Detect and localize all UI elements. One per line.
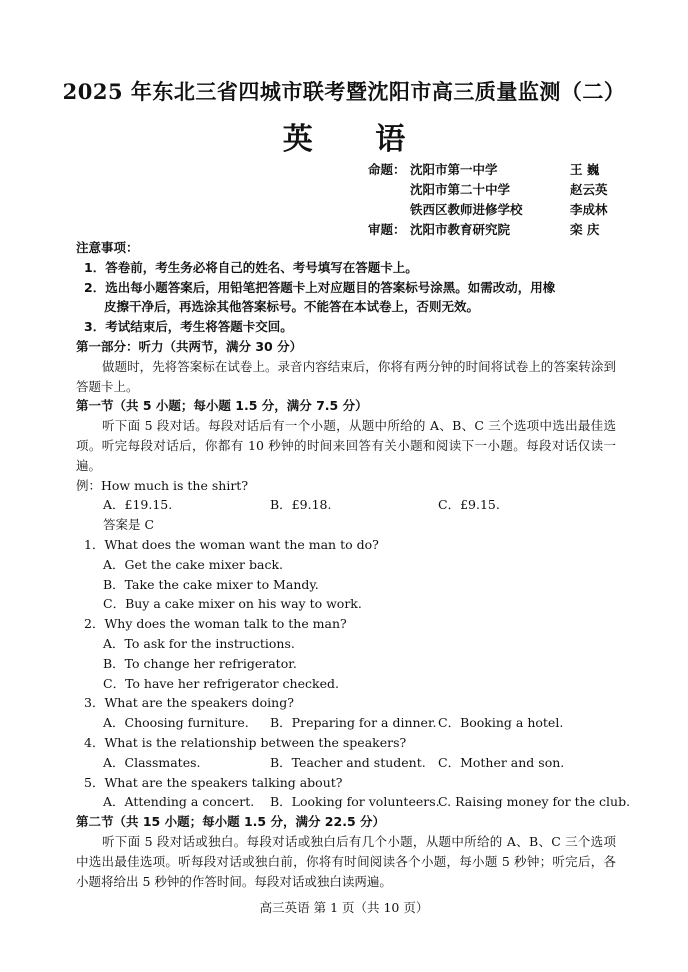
author-school: 铁西区教师进修学校 [410,202,523,217]
section2-intro: 听下面 5 段对话或独白。每段对话或独白后有几个小题，从题中所给的 A、B、C 三个选项中选出最佳选项。听每段对话或独白前，你将有时间阅读各个小题，每小题 5 秒钟；听完后，各小题将给出 5 秒钟的作答时间。每段对话或独白读两遍。 [76,833,616,889]
notes-heading: 注意事项： [76,240,139,255]
option-a: A．Choosing furniture. [103,715,249,731]
author-school: 沈阳市教育研究院 [410,222,511,237]
author-row [368,180,628,200]
option-a: A．£19.15. [103,497,173,513]
question-4-options [76,753,616,773]
note-item: 2．选出每小题答案后，用铅笔把答题卡上对应题目的答案标号涂黑。如需改动，用橡 [84,279,556,295]
author-school: 沈阳市第一中学 [410,162,498,177]
note-item: 1．答卷前，考生务必将自己的姓名、考号填写在答题卡上。 [84,259,418,275]
option-c: C．Mother and son. [438,754,565,770]
example-question: 例：How much is the shirt? [76,477,249,493]
question-1: 1．What does the woman want the man to do? [84,536,379,552]
option-b: B．£9.18. [270,497,332,513]
part1-intro: 做题时，先将答案标在试卷上。录音内容结束后，你将有两分钟的时间将试卷上的答案转涂到答题卡上。 [76,358,616,394]
author-role: 命题： [368,162,406,177]
exam-body [76,238,631,891]
note-item: 皮擦干净后，再选涂其他答案标号。不能答在本试卷上，否则无效。 [104,299,480,315]
subject-title: 英 语 [282,122,432,157]
option-b: B．Preparing for a dinner. [270,715,437,731]
option-b: B．To change her refrigerator. [103,655,297,671]
option-c: C．Buy a cake mixer on his way to work. [103,596,362,612]
author-role: 审题： [368,222,406,237]
option-c: C．£9.15. [438,497,500,513]
option-b: B．Looking for volunteers. [270,794,440,810]
section1-heading: 第一节（共 5 小题；每小题 1.5 分，满分 7.5 分） [76,398,368,414]
question-2: 2．Why does the woman talk to the man? [84,616,347,632]
option-a: A．Attending a concert. [103,794,255,810]
page-title: 2025 年东北三省四城市联考暨沈阳市高三质量监测（二） [62,79,626,104]
option-a: A．Classmates. [103,754,201,770]
author-row [368,200,628,220]
option-b: B．Take the cake mixer to Mandy. [103,576,319,592]
option-b: B．Teacher and student. [270,754,426,770]
question-5-options [76,792,631,812]
author-row [368,220,628,240]
section2-heading: 第二节（共 15 小题；每小题 1.5 分，满分 22.5 分） [76,814,385,830]
author-person: 王 巍 [570,162,600,177]
question-3: 3．What are the speakers doing? [84,695,294,711]
option-c: C．Booking a hotel. [438,715,564,731]
author-person: 栾 庆 [570,222,600,237]
question-5: 5．What are the speakers talking about? [84,774,343,790]
option-a: A．Get the cake mixer back. [103,556,283,572]
note-item: 3．考试结束后，考生将答题卡交回。 [84,319,293,335]
example-answer: 答案是 C [103,517,155,533]
authors-block [368,160,628,240]
option-c: C. Raising money for the club. [438,794,631,810]
author-row [368,160,628,180]
option-c: C．To have her refrigerator checked. [103,675,339,691]
example-options [76,495,616,515]
question-4: 4．What is the relationship between the speakers? [84,734,407,750]
option-a: A．To ask for the instructions. [103,635,295,651]
section1-intro: 听下面 5 段对话。每段对话后有一个小题，从题中所给的 A、B、C 三个选项中选出最佳选项。听完每段对话后，你都有 10 秒钟的时间来回答有关小题和阅读下一小题。每段对话仅读一遍。 [76,418,616,473]
author-person: 赵云英 [570,182,608,197]
author-person: 李成林 [570,202,608,217]
part1-heading: 第一部分：听力（共两节，满分 30 分） [76,338,303,354]
question-3-options [76,713,616,733]
author-school: 沈阳市第二十中学 [410,182,511,197]
page-footer: 高三英语 第 1 页（共 10 页） [259,900,429,915]
